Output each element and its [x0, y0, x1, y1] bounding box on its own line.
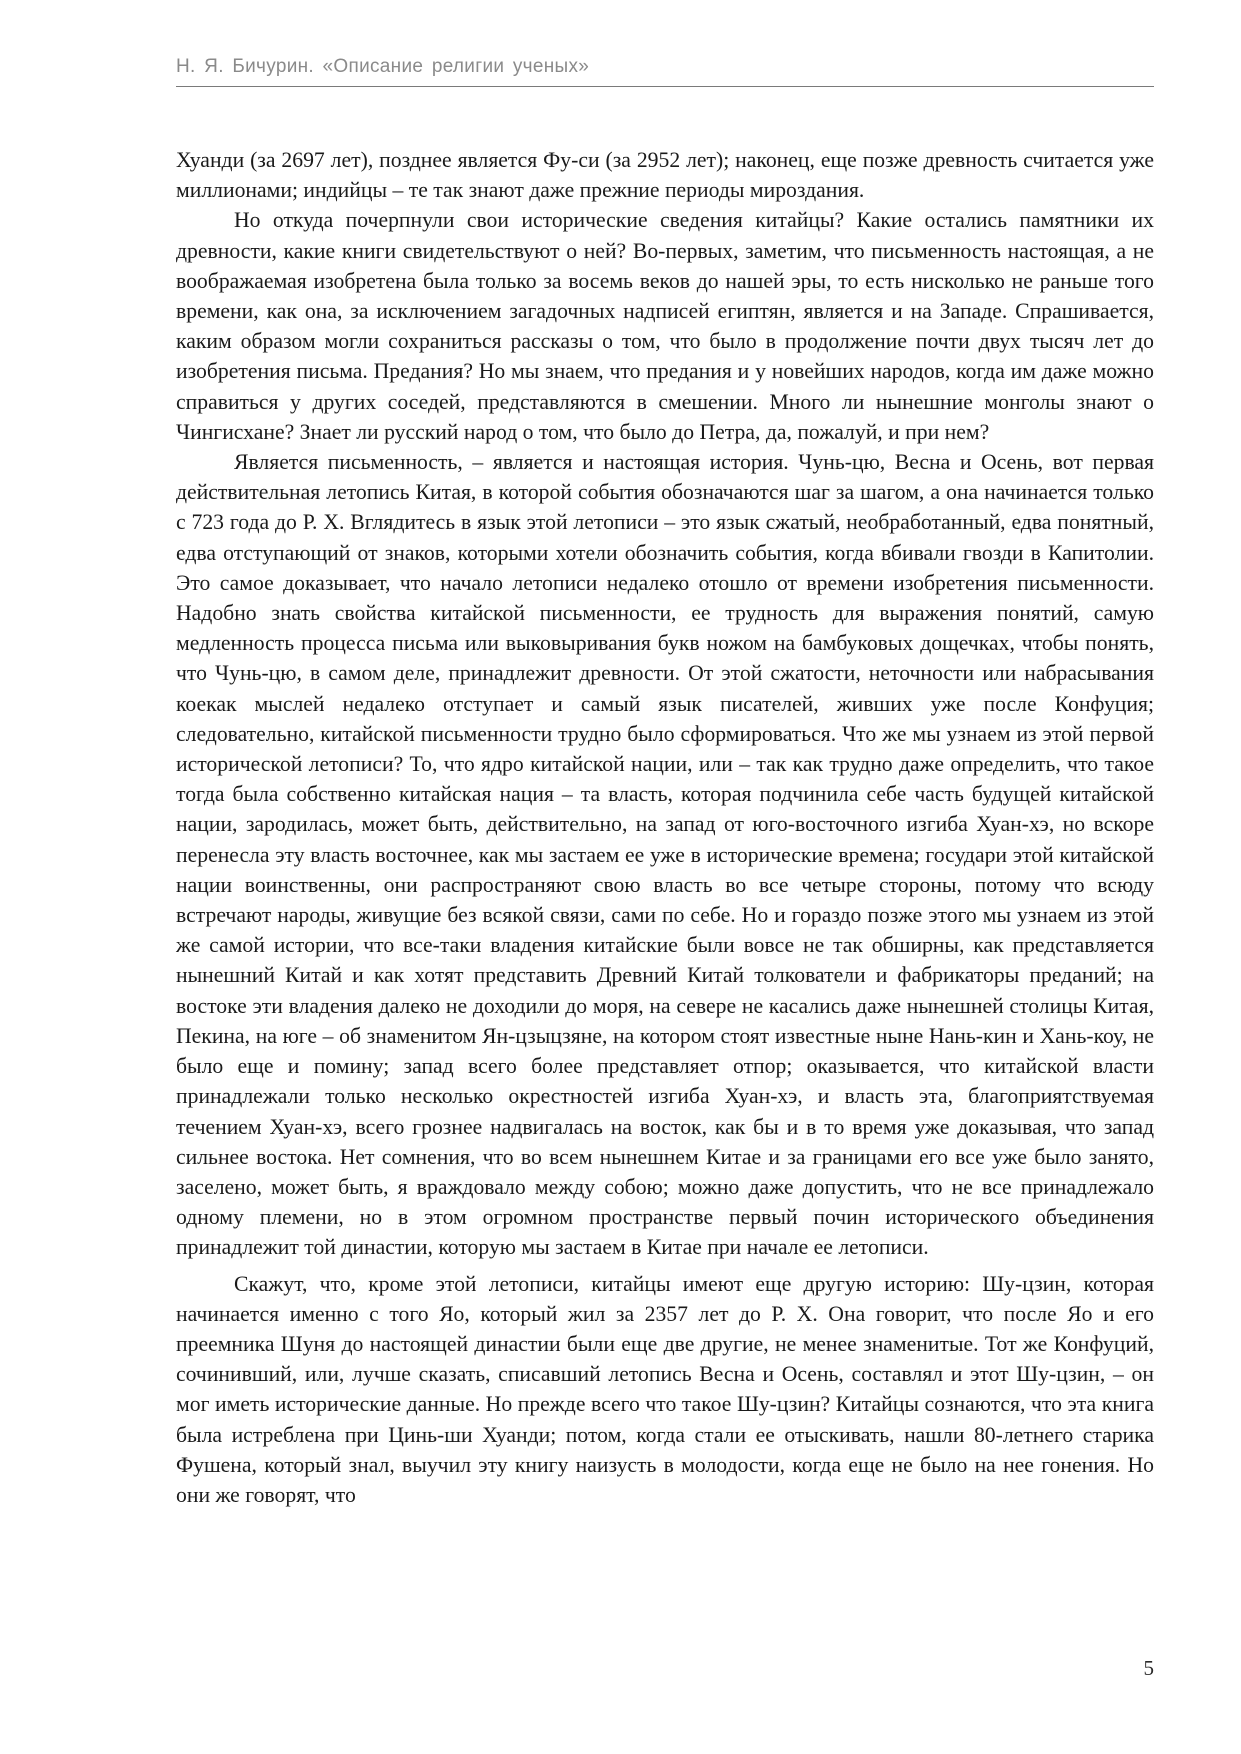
paragraph: Скажут, что, кроме этой летописи, китайцы имеют еще другую историю: Шу-цзин, которая начинается именно с того Яо, который жил за 2357 лет до Р. Х. Она говорит, что после Яо и его преемника Шуня до настоящей династии были еще две другие, не менее знаменитые. Тот же Конфуций, сочинивший, или, лучше сказать, списавший летопись Весна и Осень, составлял и этот Шу-цзин, – он мог иметь исторические данные. Но прежде всего что такое Шу-цзин? Китайцы сознаются, что эта книга была истреблена при Цинь-ши Хуанди; потом, когда стали ее отыскивать, нашли 80-летнего старика Фушена, который знал, выучил эту книгу наизусть в молодости, когда еще не было на нее гонения. Но они же говорят, что	[176, 1271, 1154, 1507]
paragraph-continuation: Хуанди (за 2697 лет), позднее является Фу-си (за 2952 лет); наконец, еще позже древность считается уже миллионами; индийцы – те так знают даже прежние периоды мироздания.	[176, 148, 1154, 203]
page-number: 5	[1143, 1656, 1154, 1680]
paragraph: Но откуда почерпнули свои исторические сведения китайцы? Какие остались памятники их древности, какие книги свидетельствуют о ней? Во-первых, заметим, что письменность настоящая, а не воображаемая изобретена была только за восемь веков до нашей эры, то есть нисколько не раньше того времени, как она, за исключением загадочных надписей египтян, является и на Западе. Спрашивается, каким образом могли сохраниться рассказы о том, что было в продолжение почти двух тысяч лет до изобретения письма. Предания? Но мы знаем, что предания и у новейших народов, когда им даже можно справиться у других соседей, представляются в смешении. Много ли нынешние монголы знают о Чингисхане? Знает ли русский народ о том, что было до Петра, да, пожалуй, и при нем?	[176, 208, 1154, 444]
body-text	[176, 145, 1154, 1510]
paragraph: Является письменность, – является и настоящая история. Чунь-цю, Весна и Осень, вот первая действительная летопись Китая, в которой события обозначаются шаг за шагом, а она начинается только с 723 года до Р. Х. Вглядитесь в язык этой летописи – это язык сжатый, необработанный, едва понятный, едва отступающий от знаков, которыми хотели обозначить события, когда вбивали гвозди в Капитолии. Это самое доказывает, что начало летописи недалеко отошло от времени изобретения письменности. Надобно знать свойства китайской письменности, ее трудность для выражения понятий, самую медленность процесса письма или выковыривания букв ножом на бамбуковых дощечках, чтобы понять, что Чунь-цю, в самом деле, принадлежит древности. От этой сжатости, неточности или набрасывания коекак мыслей недалеко отступает и самый язык писателей, живших уже после Конфуция; следовательно, китайской письменности трудно было сформироваться. Что же мы узнаем из этой первой исторической летописи? То, что ядро китайской нации, или – так как трудно даже определить, что такое тогда была собственно китайская нация – та власть, которая подчинила себе часть будущей китайской нации, зародилась, может быть, действительно, на запад от юго-восточного изгиба Хуан-хэ, но вскоре перенесла эту власть восточнее, как мы застаем ее уже в исторические времена; государи этой китайской нации воинственны, они распространяют свою власть во все четыре стороны, потому что всюду встречают народы, живущие без всякой связи, сами по себе. Но и гораздо позже этого мы узнаем из этой же самой истории, что все-таки владения китайские были вовсе не так обширны, как представляется нынешний Китай и как хотят представить Древний Китай толкователи и фабрикаторы преданий; на востоке эти владения далеко не доходили до моря, на севере не касались даже нынешней столицы Китая, Пекина, на юге – об знаменитом Ян-цзыцзяне, на котором стоят известные ныне Нань-кин и Хань-коу, не было еще и помину; запад всего более представляет отпор; оказывается, что китайской власти принадлежали только несколько окрестностей изгиба Хуан-хэ, и власть эта, благоприятствуемая течением Хуан-хэ, всего грознее надвигалась на восток, как бы и в то время уже доказывая, что запад сильнее востока. Нет сомнения, что во всем нынешнем Китае и за границами его все уже было занято, заселено, может быть, я враждовало между собою; можно даже допустить, что не все принадлежало одному племени, но в этом огромном пространстве первый почин исторического объединения принадлежит той династии, которую мы застаем в Китае при начале ее летописи.	[176, 450, 1154, 1260]
header-divider	[176, 86, 1154, 87]
running-header: Н. Я. Бичурин. «Описание религии ученых»	[176, 56, 590, 77]
